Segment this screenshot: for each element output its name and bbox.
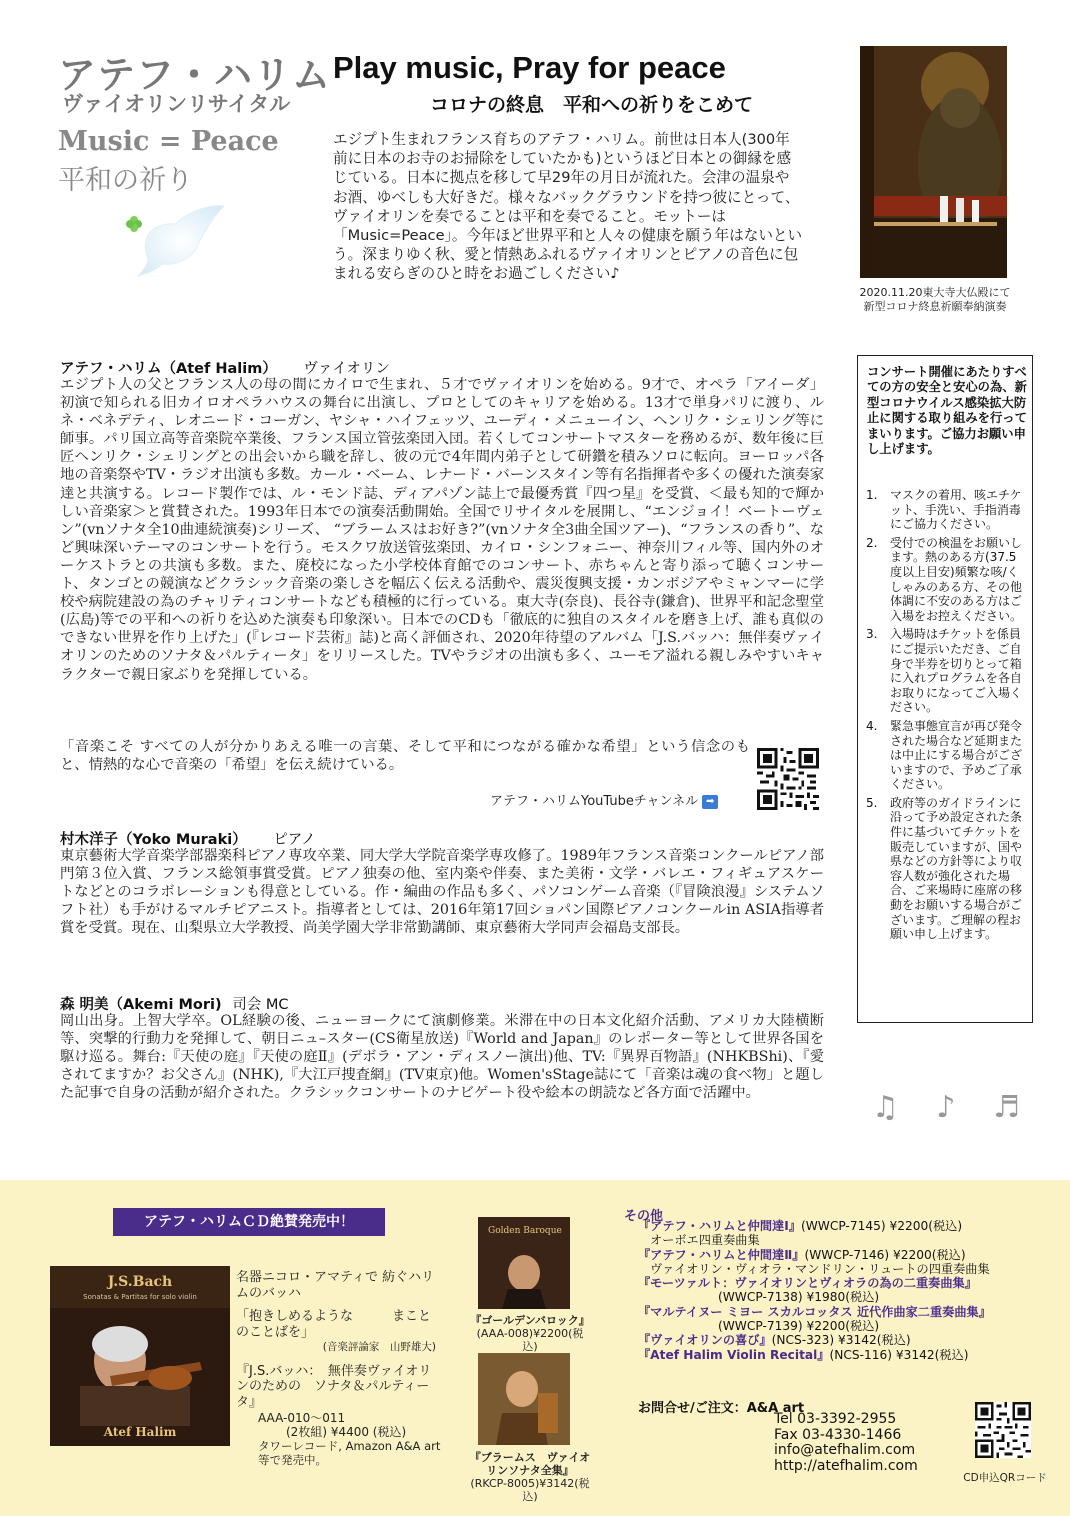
contact-tel[interactable]: Tel 03-3392-2955 — [774, 1411, 897, 1427]
bach-cd-title: J.S.Bach — [107, 1274, 173, 1290]
bio-atef-role: ヴァイオリン — [303, 361, 390, 377]
other-cd-info: (WWCP-7138) ¥1980(税込) — [718, 1290, 880, 1305]
golden-baroque-title: 『ゴールデンバロック』 — [470, 1314, 590, 1327]
page-subtitle: ヴァイオリンリサイタル — [62, 93, 291, 116]
other-cd-item: 『マルテイヌー ミヨー スカルコッタス 近代作曲家二重奏曲集』 — [638, 1304, 991, 1319]
bach-cd-artist: Atef Halim — [103, 1425, 177, 1439]
golden-baroque-cover-text: Golden Baroque — [488, 1226, 562, 1236]
brahms-caption — [465, 1451, 595, 1503]
bach-cd-quote-by: (音楽評論家 山野雄大) — [322, 1341, 436, 1353]
bach-cd-subtitle: Sonatas & Partitas for solo violin — [83, 1293, 197, 1301]
bio-yoko-name: 村木洋子（Yoko Muraki） — [60, 832, 247, 848]
bach-cd-description — [236, 1270, 436, 1410]
intro-paragraph: エジプト生まれフランス育ちのアテフ・ハリム。前世は日本人(300年前に日本のお寺のお掃除をしていたかも)というほど日本との御縁を感じている。日本に拠点を移して早29年の月日が流れた。会津の温泉やお酒、ゆべしも大好きだ。様々なバックグラウンドを持つ彼にとって、ヴァイオリンを奏でることは平和を奏でること。モットーは「Music=Peace」。今年ほど世界平和と人々の健康を願う年はないという。深まりゆく秋、愛と情熱あふれるヴァイオリンとピアノの音色に包まれる安らぎのひと時をお過ごしください♪ — [333, 131, 803, 283]
music-peace-label: Music = Peace — [58, 126, 279, 157]
qr-caption: CD申込QRコード — [963, 1472, 1047, 1484]
bio-akemi-text: 岡山出身。上智大学卒。OL経験の後、ニューヨークにて演劇修業。米滞在中の日本文化紹介活動、アメリカ大陸横断等、突撃的行動力を発揮して、朝日ニュ–スター(CS衛星放送)『World and Japan』のレポーター等として世界各国を駆け巡る。舞台:『天使の庭』『天使の庭Ⅱ』(デボラ・アン・ディスノー演出)他、TV:『異界百物語』(NHKBShi)、『愛されてますか？お父さん』(NHK),『大江戸捜査網』(TV東京)他。Women'sStage誌にて「音楽は魂の食べ物」と題した記事で自身の活動が紹介された。クラシックコンサートのナビゲート役や絵本の朗読など各方面で活躍中。 — [60, 1013, 824, 1102]
notice-item: 4. 緊急事態宣言が再び発令された場合など延期または中止にする場合がございますので、予めご了承ください。 — [866, 718, 1023, 792]
notice-item: 5. 政府等のガイドラインに沿って予め設定された条件に基づいてチケットを販売していますが、国や県などの方針等により収容人数が強化された場合、ご来場時に座席の移動をお願いする場合がございます。ご理解の程お願い申し上げます。 — [866, 795, 1023, 942]
photo-caption-line-2: 新型コロナ終息祈願奉納演奏 — [863, 300, 1007, 313]
other-cds-heading: その他 — [624, 1209, 664, 1224]
bach-cd-shops: タワーレコード, Amazon A&A art 等で発売中。 — [258, 1439, 441, 1467]
music-notes-icon: ♫ ♪ ♬ — [872, 1090, 1035, 1125]
other-cd-item: 『アテフ・ハリムと仲間達Ⅰ』(WWCP-7145) ¥2200(税込) — [638, 1219, 963, 1233]
contact-heading: お問合せ/ご注文：A&A art — [638, 1401, 805, 1416]
contact-fax: Fax 03-4330-1466 — [774, 1426, 902, 1443]
subheadline: コロナの終息 平和への祈りをこめて — [430, 94, 754, 116]
bach-cd-quote: 「抱きしめるような まことのことばを」 — [236, 1309, 432, 1340]
notice-item: 3. 入場時はチケットを係員にご提示いただき、ご自身で半券を切りとって箱に入れプログラムを各自お取りになってご入場ください。 — [866, 627, 1023, 715]
cd-order-qr-code[interactable] — [975, 1402, 1031, 1458]
bio-akemi-role: 司会 MC — [232, 997, 289, 1013]
other-cds-list — [638, 1219, 1058, 1362]
bach-cd-code: AAA-010〜011 — [258, 1411, 346, 1425]
bio-akemi-name: 森 明美（Akemi Mori) — [60, 997, 222, 1013]
other-cd-item: 『Atef Halim Violin Recital』(NCS-116) ¥3142(税込) — [638, 1347, 969, 1362]
bach-cd-title-text: 『J.S.バッハ： 無伴奏ヴァイオリンのための ソナタ＆パルティータ』 — [236, 1363, 432, 1410]
photo-caption-line-1: 2020.11.20東大寺大仏殿にて — [859, 286, 1011, 299]
bio-atef-quote: 「音楽こそ すべての人が分かりあえる唯一の言葉、そして平和につながる確かな希望」という信念のもと、情熱的な心で音楽の「希望」を伝え続けている。 — [60, 739, 750, 774]
other-cd-item: 『ヴァイオリンの喜び』(NCS-323) ¥3142(税込) — [638, 1333, 911, 1348]
cd-sale-banner: アテフ・ハリムＣＤ絶賛発売中！ — [113, 1208, 385, 1236]
other-cd-info: (WWCP-7139) ¥2200(税込) — [718, 1319, 880, 1334]
bio-yoko-role: ピアノ — [273, 832, 316, 848]
brahms-title: 『ブラームス ヴァイオリンソナタ全集』 — [469, 1451, 591, 1477]
youtube-channel-label: アテフ・ハリムYouTubeチャンネル — [490, 794, 699, 809]
page-title: アテフ・ハリム — [58, 55, 332, 97]
covid-notice-heading: コンサート開催にあたりすべての方の安全と安心の為、新型コロナウイルス感染拡大防止に関する取り組みを行ってまいります。ご協力お願い申し上げます。 — [867, 365, 1027, 457]
bach-cd-cover[interactable] — [50, 1266, 230, 1446]
bio-atef-name: アテフ・ハリム（Atef Halim） — [60, 361, 277, 377]
bach-cd-price-block — [258, 1411, 448, 1467]
golden-baroque-caption — [470, 1314, 590, 1353]
bach-cd-price: (2枚組) ¥4400 (税込) — [286, 1425, 407, 1439]
contact-url[interactable]: http://atefhalim.com — [774, 1457, 918, 1474]
contact-info — [774, 1412, 918, 1474]
bio-yoko-heading — [60, 828, 316, 849]
temple-photo — [860, 46, 1007, 278]
bach-cd-intro: 名器ニコロ・アマティで 紡ぐハリムのバッハ — [236, 1270, 435, 1301]
brahms-code: (RKCP-8005)¥3142(税込) — [470, 1477, 590, 1503]
covid-notice-list — [866, 488, 1028, 946]
other-cd-item: 『アテフ・ハリムと仲間達Ⅱ』(WWCP-7146) ¥2200(税込) — [638, 1247, 966, 1262]
contact-email[interactable]: info@atefhalim.com — [774, 1442, 916, 1458]
arrow-right-icon: ➡ — [702, 795, 718, 809]
photo-caption — [850, 286, 1020, 314]
bio-atef-heading — [60, 357, 390, 378]
heiwa-label: 平和の祈り — [58, 165, 193, 196]
golden-baroque-cover[interactable] — [478, 1217, 570, 1309]
bio-yoko-text: 東京藝術大学音楽学部器楽科ピアノ専攻卒業、同大学大学院音楽学専攻修了。1989年フランス音楽コンクールピアノ部門第３位入賞、フランス総領事賞受賞。ピアノ独奏の他、室内楽や伴奏、また美術・文学・バレエ・フィギュアスケートなどとのコラボレーションも得意としている。作・編曲の作品も多く、パソコンゲーム音楽（『冒険浪漫』システムソフト社）も手がけるマルチピアニスト。指導者としては、2016年第17回ショパン国際ピアノコンクールin ASIA指導者賞を受賞。現在、山梨県立大学教授、尚美学園大学非常勤講師、東京藝術大学同声会福島支部長。 — [60, 848, 824, 937]
notice-item: 2. 受付での検温をお願いします。熱のある方(37.5度以上目安)頻繁な咳/くしゃみのある方、その他体調に不安のある方はご入場をお控えください。 — [866, 535, 1023, 623]
dove-icon — [120, 200, 230, 280]
youtube-channel-link[interactable] — [490, 790, 718, 809]
notice-item: 1. マスクの着用、咳エチケット、手洗い、手指消毒にご協力ください。 — [866, 488, 1022, 532]
other-cd-sub: オーボエ四重奏曲集 — [650, 1233, 760, 1248]
brahms-cover[interactable] — [478, 1353, 570, 1445]
bio-atef-text: エジプト人の父とフランス人の母の間にカイロで生まれ、５才でヴァイオリンを始める。9才で、オペラ「アイーダ」初演で知られる旧カイロオペラハウスの舞台に出演し、プロとしてのキャリアを始める。13才で単身パリに渡り、ルネ・ベネデティ、レオニード・コーガン、ヤシャ・ハイフェッツ、ユーディ・メニューイン、ヘンリク・シェリング等に師事。パリ国立高等音楽院卒業後、フランス国立管弦楽団入団。若くしてコンサートマスターを務めるが、数年後に巨匠ヘンリク・シェリングとの出会いから職を辞し、彼の元で4年間内弟子として研鑽を積みソロに転向。ヨーロッパ各地の音楽祭やTV・ラジオ出演も多数。カール・ベーム、レナード・バーンスタイン等有名指揮者や多くの優れた演奏家達と共演する。レコード製作では、ル・モンド誌、ディアパゾン誌上で最優秀賞『四つ星』を受賞、＜最も知的で輝かしい音楽家＞と賞賛された。1993年日本での演奏活動開始。全国でリサイタルを展開し、“エンジョイ！ベートーヴェン”(vnソナタ全10曲連続演奏)シリーズ、 “ブラームスはお好き?”(vnソナタ全3曲全国ツアー)、“フランスの香り”、など興味深いテーマのコンサートを行う。モスクワ放送管弦楽団、カイロ・シンフォニー、神奈川フィル等、国内外のオーケストラとの共演も多数。また、廃校になった小学校体育館でのコンサート、赤ちゃんと寄り添って聴くコンサート、タンゴとの競演などクラシック音楽の楽しさを幅広く伝える活動や、震災復興支援・カンボジアやミャンマーに学校や病院建設の為のチャリティコンサートなども積極的に行っている。東大寺(奈良)、長谷寺(鎌倉)、世界平和記念聖堂(広島)等での平和への祈りを込めた演奏も印象深い。日本でのCDも「徹底的に独自のスタイルを磨き上げ、誰も真似のできない世界を作り上げた」(『レコード芸術』誌)と高く評価され、2020年待望のアルバム「J.S.バッハ：無伴奏ヴァイオリンのためのソナタ＆パルティータ」をリリースした。TVやラジオの出演も多く、ユーモア溢れる親しみやすいキャラクターで親日家ぶりを発揮している。 — [60, 377, 824, 683]
bio-akemi-heading — [60, 993, 288, 1014]
other-cd-item: 『モーツァルト：ヴァイオリンとヴィオラの為の二重奏曲集』 — [638, 1276, 977, 1291]
youtube-qr-code[interactable] — [757, 748, 819, 810]
other-cd-sub: ヴァイオリン・ヴィオラ・マンドリン・リュートの四重奏曲集 — [650, 1261, 990, 1276]
golden-baroque-code: (AAA-008)¥2200(税込) — [476, 1327, 584, 1353]
headline: Play music, Pray for peace — [333, 50, 726, 85]
